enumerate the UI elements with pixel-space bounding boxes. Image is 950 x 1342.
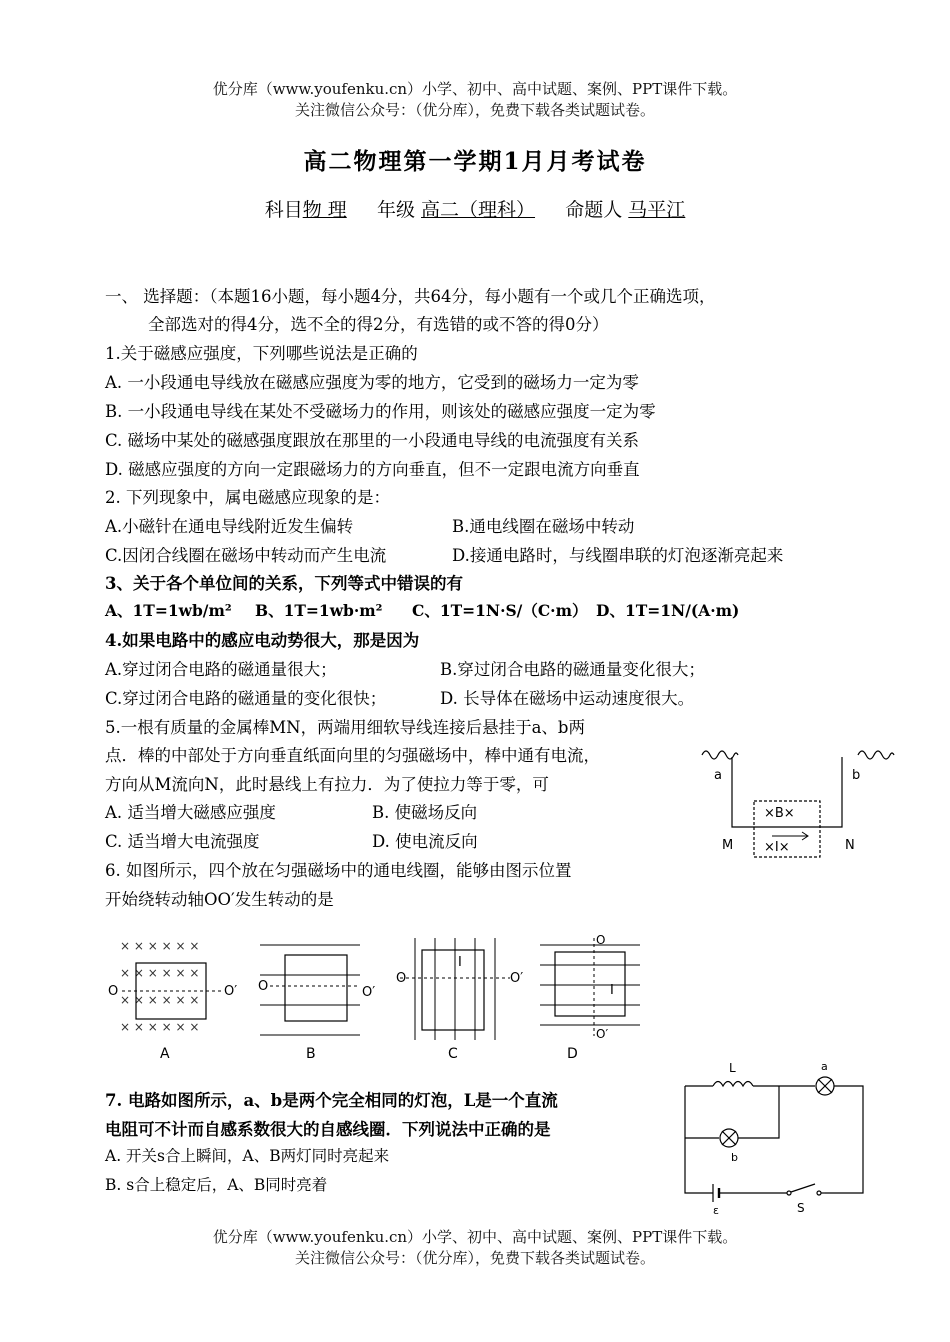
- q1-option-d: D. 磁感应强度的方向一定跟磁场力的方向垂直，但不一定跟电流方向垂直: [105, 460, 640, 479]
- q2-stem: 2. 下列现象中，属电磁感应现象的是：: [105, 488, 390, 507]
- footer-line-1: 优分库（www.youfenku.cn）小学、初中、高中试题、案例、PPT课件下载。: [212, 1228, 738, 1246]
- q6-b-label-o: O: [258, 979, 269, 994]
- q5-current-arrow: [772, 832, 808, 840]
- q5-line-2: 点．棒的中部处于方向垂直纸面向里的匀强磁场中，棒中通有电流，: [105, 746, 600, 765]
- q5-option-c: C. 适当增大电流强度: [105, 832, 260, 851]
- q6-c-label-o: O: [396, 971, 407, 986]
- q5-label-b: b: [852, 768, 861, 783]
- q5-option-b: B. 使磁场反向: [372, 803, 478, 822]
- q4-option-d: D. 长导体在磁场中运动速度很大。: [440, 689, 695, 708]
- q6-d-coil: [555, 952, 625, 1016]
- q6-d-label-o2: O′: [596, 1027, 609, 1041]
- q6-label-d: D: [567, 1046, 578, 1062]
- q2-option-a: A.小磁针在通电导线附近发生偏转: [105, 517, 354, 536]
- q6-figure-b: [260, 945, 360, 1035]
- q5-option-d: D. 使电流反向: [372, 832, 478, 851]
- q5-current-label: ×I×: [764, 840, 790, 855]
- q4-stem: 4.如果电路中的感应电动势很大，那是因为: [105, 631, 420, 650]
- q7-option-b: B. s合上稳定后，A、B同时亮着: [105, 1176, 328, 1194]
- q1-option-b: B. 一小段通电导线在某处不受磁场力的作用，则该处的磁感应强度一定为零: [105, 402, 656, 421]
- q6-line-2: 开始绕转动轴OO′发生转动的是: [105, 890, 334, 909]
- q3-option-b: B、1T=1wb·m²: [255, 601, 383, 620]
- q7-label-s: S: [797, 1201, 805, 1215]
- subject-value: 物 理: [302, 199, 347, 221]
- q3-option-c: C、1T=1N·S/（C·m）: [412, 601, 588, 620]
- q1-option-a: A. 一小段通电导线放在磁感应强度为零的地方，它受到的磁场力一定为零: [105, 373, 639, 392]
- q1-stem: 1.关于磁感应强度，下列哪些说法是正确的: [105, 344, 418, 363]
- q6-d-label-i: I: [610, 983, 614, 998]
- q5-figure: [690, 735, 930, 865]
- q7-option-a: A. 开关s合上瞬间，A、B两灯同时亮起来: [105, 1147, 390, 1165]
- q6-a-label-o2: O′: [224, 984, 238, 999]
- q6-figure-a: [108, 939, 237, 1062]
- grade-label: 年级: [376, 199, 415, 221]
- q7-label-a: a: [821, 1060, 828, 1073]
- q3-option-d: D、1T=1N/(A·m): [596, 601, 740, 620]
- header-line-1: 优分库（www.youfenku.cn）小学、初中、高中试题、案例、PPT课件下载。: [212, 80, 738, 98]
- q6-b-coil: [285, 955, 347, 1021]
- grade-value: 高二（理科）: [421, 199, 536, 221]
- q6-c-label-o2: O′: [510, 971, 524, 986]
- section-heading: 一、 选择题：（本题16小题，每小题4分，共64分，每小题有一个或几个正确选项，: [105, 287, 716, 306]
- q2-option-c: C.因闭合线圈在磁场中转动而产生电流: [105, 546, 387, 565]
- q6-a-field-crosses: × × × × × ×: [120, 993, 200, 1007]
- q4-option-b: B.穿过闭合电路的磁通量变化很大；: [440, 660, 705, 679]
- section-heading-2: 全部选对的得4分，选不全的得2分，有选错的或不答的得0分）: [148, 315, 609, 334]
- q6-label-c: C: [448, 1046, 458, 1062]
- q5-line-3: 方向从M流向N，此时悬线上有拉力．为了使拉力等于零，可: [105, 775, 549, 794]
- q3-option-a: A、1T=1wb/m²: [105, 601, 232, 620]
- q6-d-label-o: O: [596, 933, 606, 947]
- q2-option-b: B.通电线圈在磁场中转动: [452, 517, 635, 536]
- q6-figure-d: [540, 938, 640, 1036]
- q5-label-m: M: [722, 838, 734, 853]
- q7-line-2: 电阻可不计而自感系数很大的自感线圈．下列说法中正确的是: [105, 1120, 551, 1139]
- author-value: 马平江: [628, 199, 686, 221]
- q6-label-a: A: [160, 1046, 170, 1062]
- q2-option-d: D.接通电路时，与线圈串联的灯泡逐渐亮起来: [452, 546, 784, 565]
- q6-a-label-o: O: [108, 984, 119, 999]
- footer-line-2: 关注微信公众号：（优分库），免费下载各类试题试卷。: [294, 1249, 655, 1267]
- q5-label-a: a: [714, 768, 722, 783]
- q7-label-l: L: [729, 1061, 736, 1075]
- q4-option-c: C.穿过闭合电路的磁通量的变化很快；: [105, 689, 387, 708]
- q5-option-a: A. 适当增大磁感应强度: [105, 803, 276, 822]
- q5-label-n: N: [845, 838, 855, 853]
- q5-field-label: ×B×: [764, 806, 795, 821]
- q6-a-field-crosses: × × × × × ×: [120, 1020, 200, 1034]
- q6-a-field-crosses: × × × × × ×: [120, 939, 200, 953]
- q6-a-field-crosses: × × × × × ×: [120, 966, 200, 980]
- q1-option-c: C. 磁场中某处的磁感强度跟放在那里的一小段通电导线的电流强度有关系: [105, 431, 640, 450]
- subject-label: 科目: [264, 199, 303, 221]
- subtitle: [0, 195, 950, 222]
- header-line-2: 关注微信公众号：（优分库），免费下载各类试题试卷。: [294, 101, 655, 119]
- q6-figures: [100, 930, 660, 1070]
- q7-line-1: 7. 电路如图所示，a、b是两个完全相同的灯泡，L是一个直流: [105, 1091, 558, 1110]
- q6-b-label-o2: O′: [362, 985, 376, 1000]
- q6-c-label-i: I: [458, 955, 462, 970]
- q7-label-epsilon: ε: [713, 1204, 719, 1216]
- q4-option-a: A.穿过闭合电路的磁通量很大；: [105, 660, 337, 679]
- q7-circuit: [675, 1058, 875, 1216]
- q7-switch-blade: [791, 1184, 815, 1192]
- q5-spring-b: [858, 751, 894, 759]
- page-title: 高二物理第一学期1月月考试卷: [303, 148, 647, 175]
- q6-figure-c: [400, 938, 510, 1040]
- q7-inductor-coil: [713, 1082, 753, 1087]
- author-label: 命题人: [565, 199, 623, 221]
- q3-stem: 3、关于各个单位间的关系，下列等式中错误的有: [105, 574, 463, 593]
- q5-line-1: 5.一根有质量的金属棒MN，两端用细软导线连接后悬挂于a、b两: [105, 718, 585, 737]
- q6-line-1: 6. 如图所示，四个放在匀强磁场中的通电线圈，能够由图示位置: [105, 861, 572, 880]
- q7-label-b: b: [731, 1151, 738, 1164]
- q6-label-b: B: [306, 1046, 316, 1062]
